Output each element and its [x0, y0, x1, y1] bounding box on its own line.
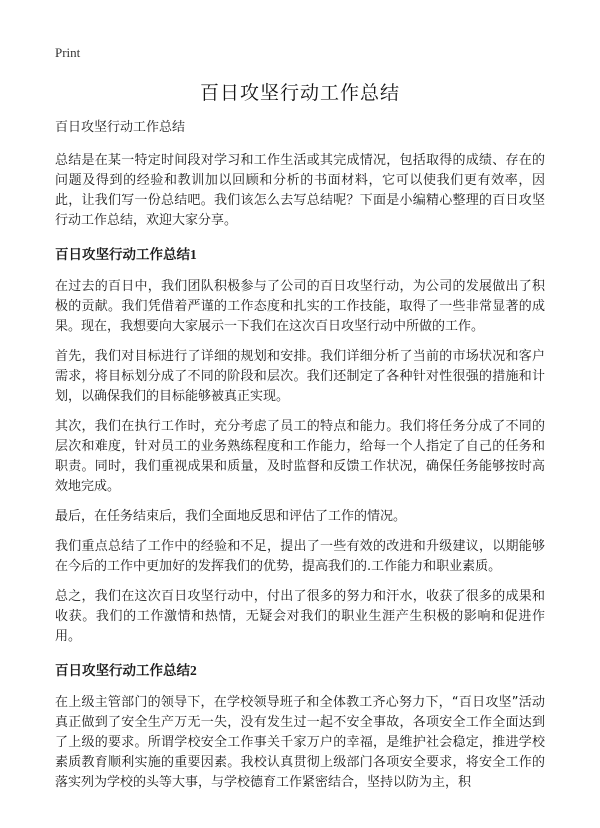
section1-paragraph: 总之，我们在这次百日攻坚行动中，付出了很多的努力和汗水，收获了很多的成果和收获。我们的工作激情和热情，无疑会对我们的职业生涯产生积极的影响和促进作用。: [55, 589, 545, 644]
intro-paragraph: 总结是在某一特定时间段对学习和工作生活或其完成情况，包括取得的成绩、存在的问题及得到的经验和教训加以回顾和分析的书面材料，它可以使我们更有效率，因此，让我们写一份总结吧。我们该怎么去写总结呢？下面是小编精心整理的百日攻坚行动工作总结，欢迎大家分享。: [55, 153, 545, 228]
print-link[interactable]: Print: [55, 45, 81, 60]
section1-paragraph: 其次，我们在执行工作时，充分考虑了员工的特点和能力。我们将任务分成了不同的层次和难度，针对员工的业务熟练程度和工作能力，给每一个人指定了自己的任务和职责。同时，我们重视成果和质量，及时监督和反馈工作状况，确保任务能够按时高效地完成。: [55, 419, 545, 494]
section2-paragraph: 在上级主管部门的领导下，在学校领导班子和全体教工齐心努力下，“百日攻坚”活动真正做到了安全生产万无一失，没有发生过一起不安全事故，各项安全工作全面达到了上级的要求。所谓学校安全工作事关千家万户的幸福，是维护社会稳定，推进学校素质教育顺利实施的重要因素。我校认真贯彻上级部门各项安全要求，将安全工作的落实列为学校的头等大事，与学校德育工作紧密结合，坚持以防为主，积: [55, 695, 545, 790]
page-title: 百日攻坚行动工作总结: [199, 82, 400, 104]
intro-subtitle: 百日攻坚行动工作总结: [55, 120, 186, 135]
document-body: [55, 118, 545, 803]
section1-paragraph: 我们重点总结了工作中的经验和不足，提出了一些有效的改进和升级建议，以期能够在今后的工作中更加好的发挥我们的优势，提高我们的.工作能力和职业素质。: [55, 539, 545, 574]
section1-paragraph: 最后，在任务结束后，我们全面地反思和评估了工作的情况。: [55, 509, 407, 524]
section-heading-2: 百日攻坚行动工作总结2: [55, 663, 197, 678]
section-heading-1: 百日攻坚行动工作总结1: [55, 247, 197, 262]
section1-paragraph: 首先，我们对目标进行了详细的规划和安排。我们详细分析了当前的市场状况和客户需求，将目标划分成了不同的阶段和层次。我们还制定了各种针对性很强的措施和计划，以确保我们的目标能够被真正实现。: [55, 349, 545, 404]
section1-paragraph: 在过去的百日中，我们团队积极参与了公司的百日攻坚行动，为公司的发展做出了积极的贡献。我们凭借着严谨的工作态度和扎实的工作技能，取得了一些非常显著的成果。现在，我想要向大家展示一下我们在这次百日攻坚行动中所做的工作。: [55, 279, 545, 334]
